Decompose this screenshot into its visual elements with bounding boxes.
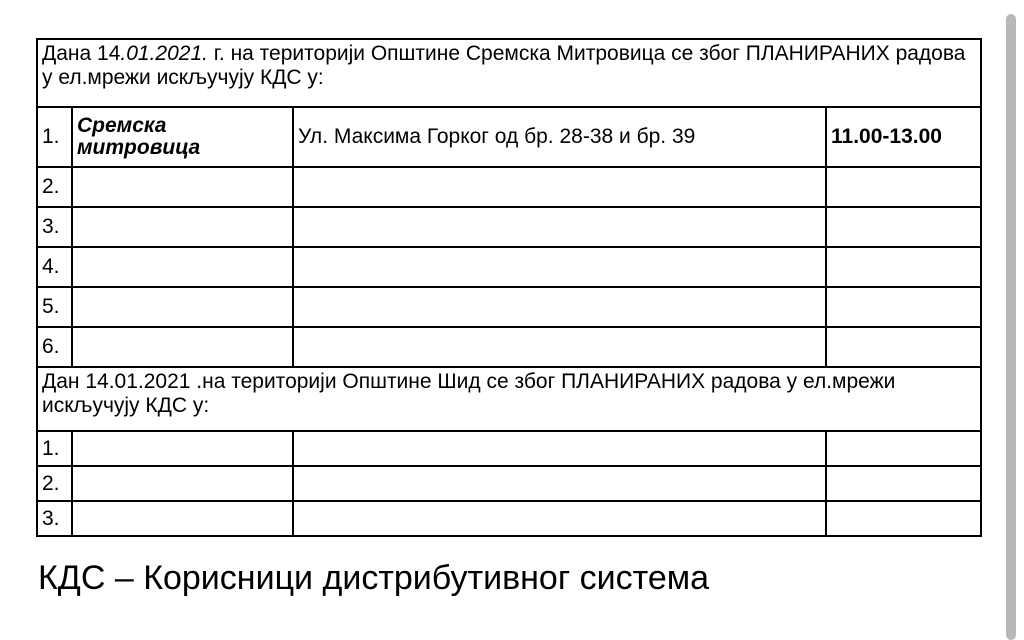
- table-row: [37, 287, 981, 327]
- table-row: [37, 501, 981, 536]
- row-time: [826, 501, 981, 536]
- row-address: [293, 167, 826, 207]
- row-number: 1.: [37, 107, 72, 167]
- row-number: 6.: [37, 327, 72, 367]
- outage-table: [36, 38, 982, 537]
- footnote: КДС – Корисници дистрибутивног система: [38, 559, 710, 597]
- table-row: [37, 431, 981, 466]
- row-number: 1.: [37, 431, 72, 466]
- row-number: 2.: [37, 466, 72, 501]
- section1-intro: Дана 14.01.2021. г. на територији Општине Сремска Митровица се због ПЛАНИРАНИХ радова у ел.мрежи искључују КДС у:: [37, 39, 981, 107]
- row-address: [293, 247, 826, 287]
- table-row: [37, 167, 981, 207]
- row-number: 3.: [37, 207, 72, 247]
- row-address: [293, 207, 826, 247]
- row-time: [826, 247, 981, 287]
- table-row: [37, 327, 981, 367]
- row-place: [72, 327, 293, 367]
- row-address: [293, 466, 826, 501]
- row-place: [72, 466, 293, 501]
- row-place: [72, 431, 293, 466]
- row-address: [293, 287, 826, 327]
- row-address: [293, 501, 826, 536]
- section1-header-row: [37, 39, 981, 107]
- row-time: [826, 327, 981, 367]
- row-place: [72, 501, 293, 536]
- section2-intro: Дан 14.01.2021 .на територији Општине Шид се због ПЛАНИРАНИХ радова у ел.мрежи искључују КДС у:: [37, 367, 981, 431]
- row-place: [72, 287, 293, 327]
- table-row: [37, 207, 981, 247]
- row-number: 4.: [37, 247, 72, 287]
- row-address: Ул. Максима Горког од бр. 28-38 и бр. 39: [293, 107, 826, 167]
- section2-header-row: [37, 367, 981, 431]
- row-place: [72, 207, 293, 247]
- row-place: [72, 247, 293, 287]
- table-row: [37, 247, 981, 287]
- row-time: [826, 287, 981, 327]
- table-row: [37, 107, 981, 167]
- row-time: 11.00-13.00: [826, 107, 981, 167]
- row-place: [72, 167, 293, 207]
- table-row: [37, 466, 981, 501]
- row-time: [826, 431, 981, 466]
- row-number: 3.: [37, 501, 72, 536]
- row-time: [826, 167, 981, 207]
- scrollbar[interactable]: [1006, 14, 1016, 640]
- row-time: [826, 466, 981, 501]
- row-place: Сремска митровица: [72, 107, 293, 167]
- row-address: [293, 327, 826, 367]
- row-time: [826, 207, 981, 247]
- row-address: [293, 431, 826, 466]
- row-number: 2.: [37, 167, 72, 207]
- row-number: 5.: [37, 287, 72, 327]
